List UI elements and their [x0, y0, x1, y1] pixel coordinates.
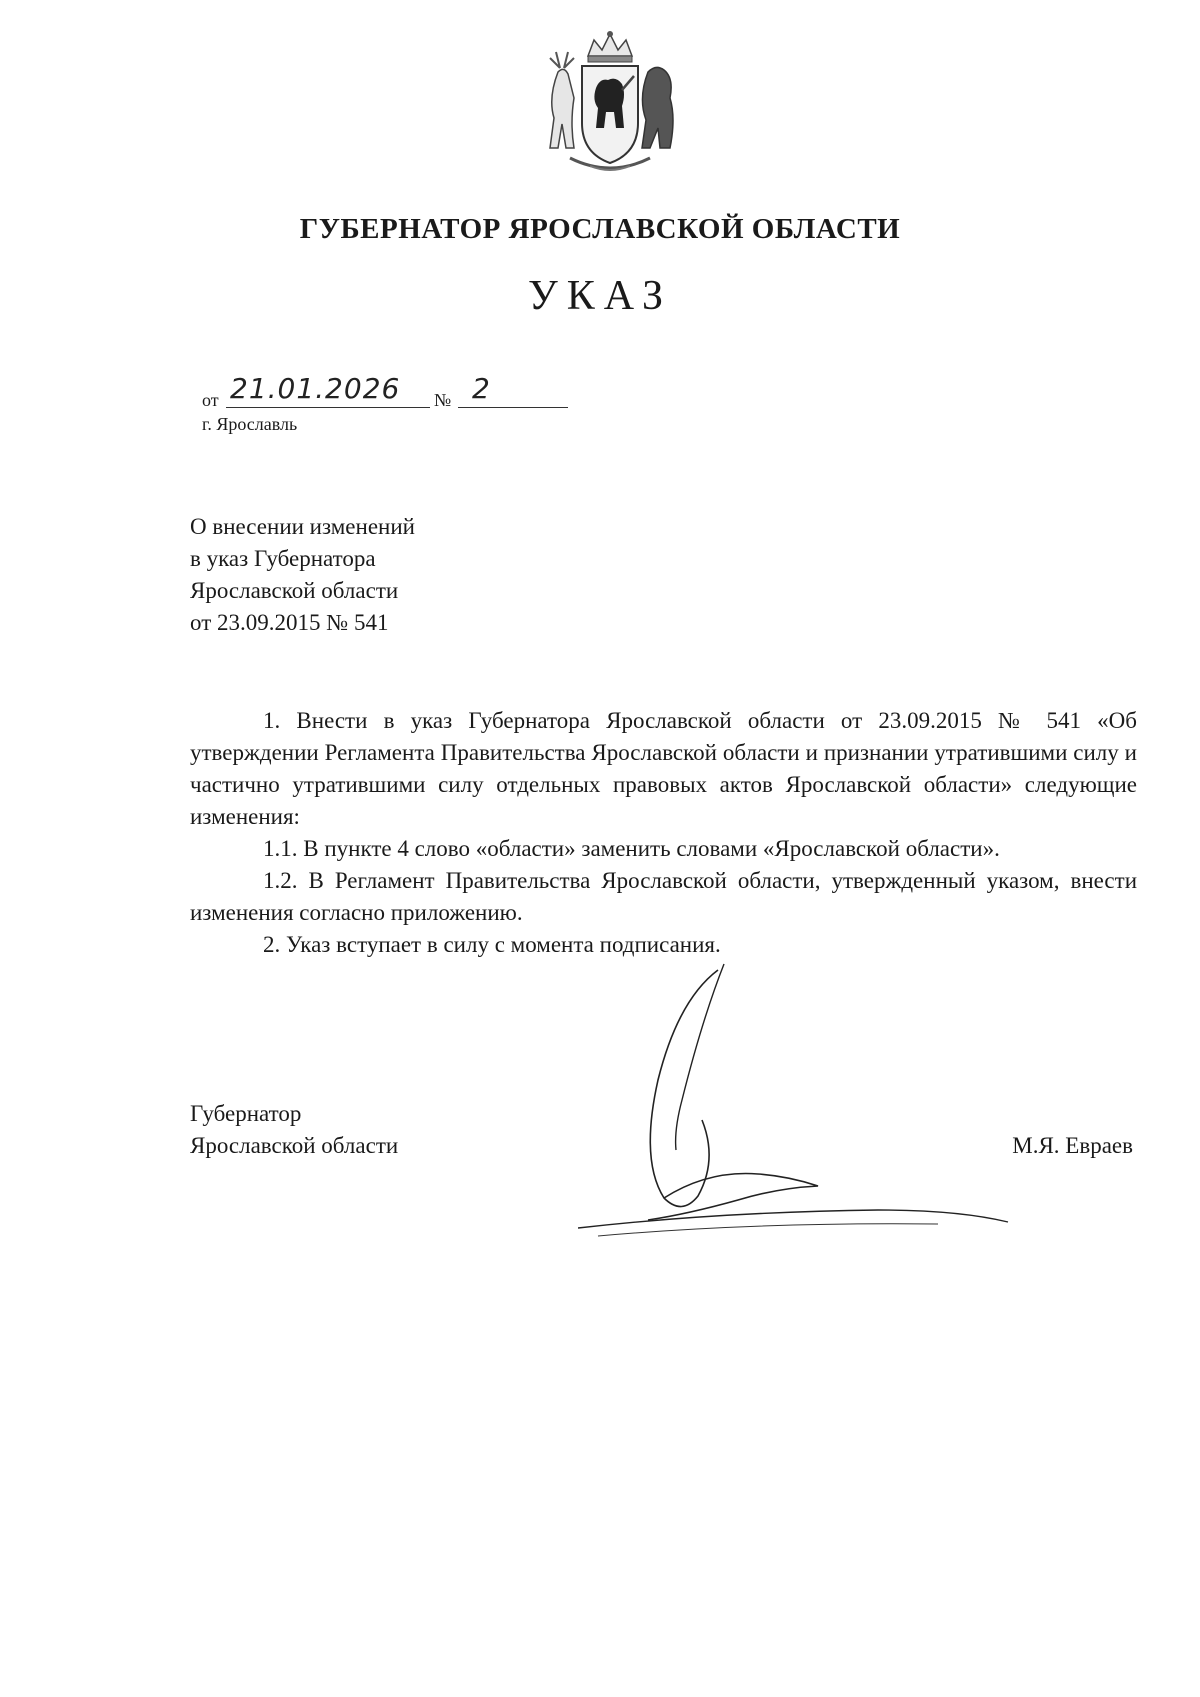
signer-position — [190, 1098, 398, 1162]
date-prefix: от — [202, 390, 219, 410]
number-sign: № — [434, 390, 452, 410]
subject-line: О внесении изменений — [190, 514, 415, 539]
signer-position-line: Губернатор — [190, 1101, 302, 1126]
document-subject — [190, 511, 415, 639]
city-of-issue: г. Ярославль — [202, 414, 298, 434]
handwritten-signature — [578, 960, 1018, 1250]
subject-line: в указ Губернатора — [190, 546, 376, 571]
handwritten-date: 21.01.2026 — [226, 372, 430, 408]
subject-line: от 23.09.2015 № 541 — [190, 610, 389, 635]
issuing-authority-heading: ГУБЕРНАТОР ЯРОСЛАВСКОЙ ОБЛАСТИ — [299, 213, 901, 245]
signer-name: М.Я. Евраев — [1012, 1133, 1133, 1158]
signer-position-line: Ярославской области — [190, 1133, 399, 1158]
body-paragraph: 1.2. В Регламент Правительства Ярославской области, утвержденный указом, внести изменения согласно приложению. — [190, 868, 1137, 925]
registration-line — [202, 372, 562, 412]
body-paragraph: 1.1. В пункте 4 слово «области» заменить словами «Ярославской области». — [263, 836, 1000, 861]
body-paragraph: 2. Указ вступает в силу с момента подписания. — [263, 932, 721, 957]
subject-line: Ярославской области — [190, 578, 399, 603]
body-paragraph: 1. Внести в указ Губернатора Ярославской области от 23.09.2015 № 541 «Об утверждении Регламента Правительства Ярославской области и признании утратившими силу и частично утратившими силу отдельных правовых актов Ярославской области» следующие изменения: — [190, 708, 1137, 829]
handwritten-number: 2 — [458, 372, 568, 408]
document-type-title: УКАЗ — [527, 273, 673, 319]
coat-of-arms-emblem — [530, 28, 690, 178]
decree-body — [190, 705, 1137, 961]
